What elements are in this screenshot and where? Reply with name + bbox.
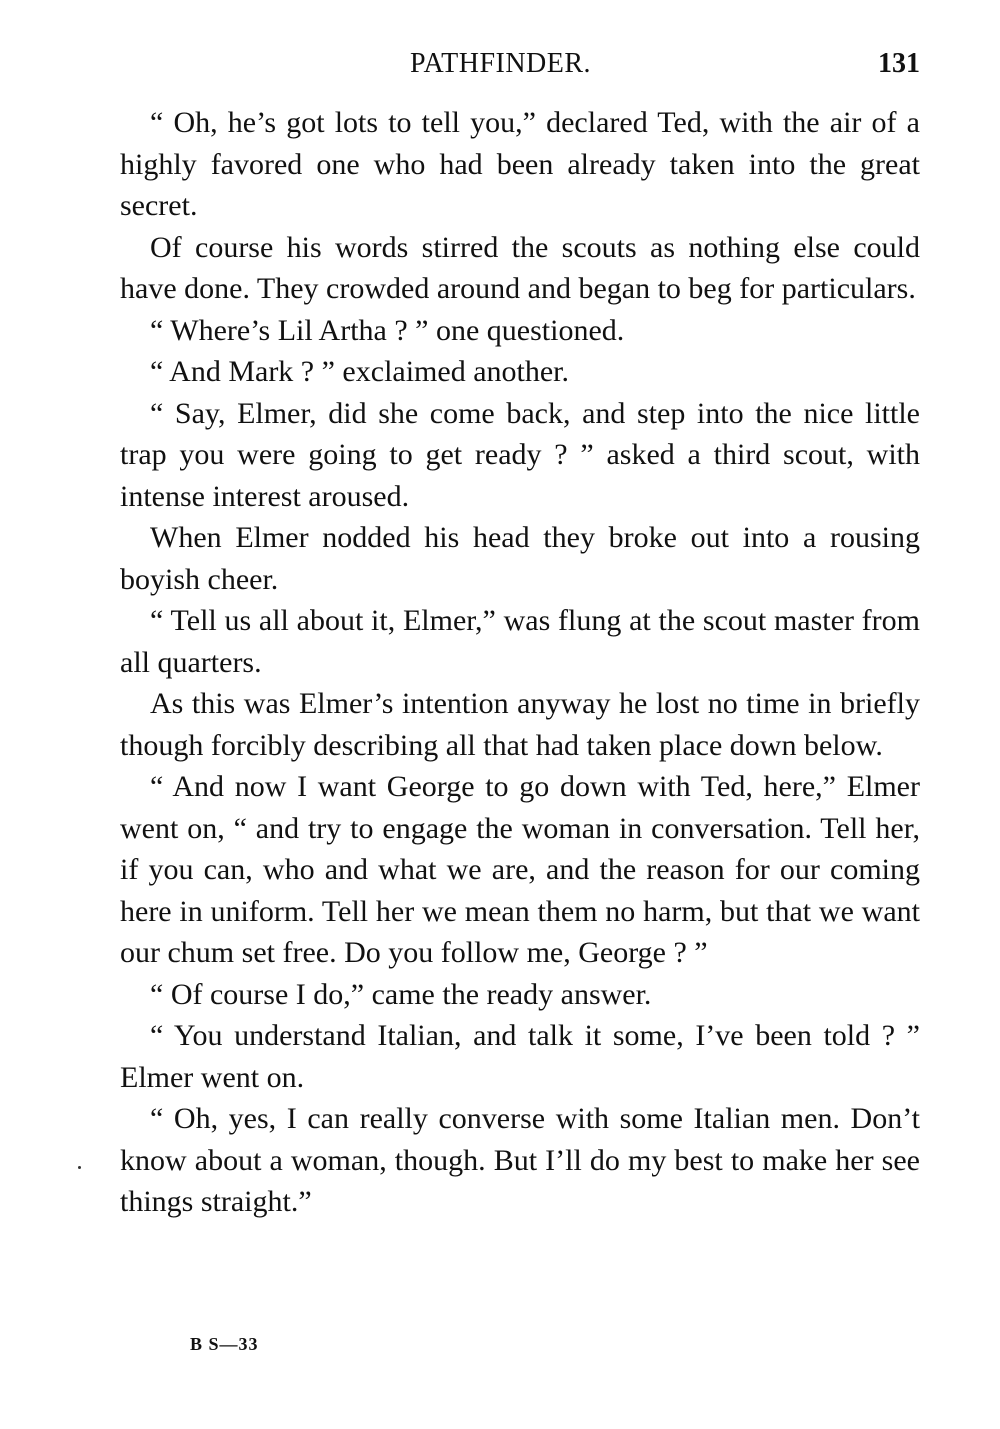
running-head: PATHFINDER.: [410, 48, 592, 79]
stray-ink-dot: [78, 1166, 81, 1169]
page-header: [120, 44, 920, 84]
paragraph: When Elmer nodded his head they broke out into a rousing boyish cheer.: [120, 521, 920, 596]
paragraph: “ Of course I do,” came the ready answer.: [150, 977, 652, 1011]
paragraph: “ You understand Italian, and talk it some, I’ve been told ? ” Elmer went on.: [120, 1019, 920, 1094]
paragraph: “ Say, Elmer, did she come back, and step into the nice little trap you were going to get ready ? ” asked a third scout, with intense interest aroused.: [120, 396, 920, 513]
paragraph: Of course his words stirred the scouts as nothing else could have done. They crowded around and began to beg for particulars.: [120, 230, 920, 305]
page-number: 131: [878, 48, 920, 79]
paragraph: “ And now I want George to go down with Ted, here,” Elmer went on, “ and try to engage the woman in conversation. Tell her, if you can, who and what we are, and the reason for our coming here in uniform. Tell her we mean them no harm, but that we want our chum set free. Do you follow me, George ? ”: [120, 770, 920, 969]
paragraph: “ Oh, yes, I can really converse with some Italian men. Don’t know about a woman, though. But I’ll do my best to make her see things straight.”: [120, 1102, 920, 1218]
signature-mark: B S—33: [190, 1334, 259, 1354]
paragraph: “ Where’s Lil Artha ? ” one questioned.: [150, 313, 625, 347]
paragraph: “ And Mark ? ” exclaimed another.: [150, 355, 570, 388]
body-text: [120, 102, 920, 1223]
paragraph: “ Tell us all about it, Elmer,” was flung at the scout master from all quarters.: [120, 604, 920, 679]
paragraph: “ Oh, he’s got lots to tell you,” declared Ted, with the air of a highly favored one who had been already taken into the great secret.: [120, 106, 920, 222]
paragraph: As this was Elmer’s intention anyway he lost no time in briefly though forcibly describing all that had taken place down below.: [120, 687, 920, 762]
